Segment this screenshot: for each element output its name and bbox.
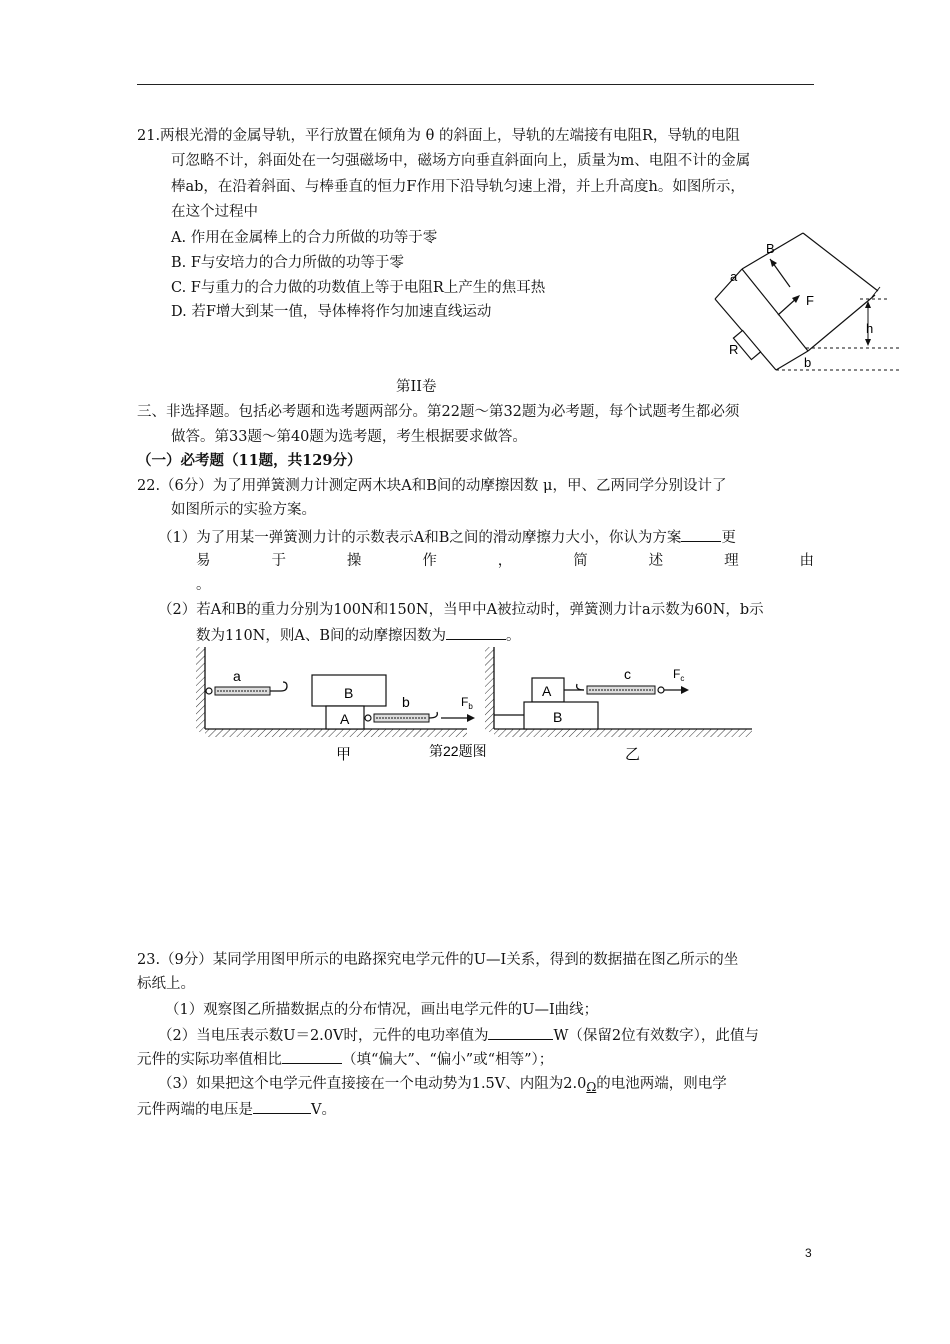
setup-yi	[485, 647, 752, 737]
label-yi: 乙	[625, 746, 641, 763]
required-section-heading: （一）必考题（11题，共129分）	[137, 452, 362, 469]
q22-part1-end: 。	[196, 577, 211, 593]
yi-block-b-label: B	[553, 709, 563, 725]
label-f: F	[806, 293, 814, 308]
page-number: 3	[805, 1246, 812, 1260]
q23-part3-line-1	[158, 1074, 727, 1097]
q21-option-a: A. 作用在金属棒上的合力所做的功等于零	[171, 230, 438, 246]
jia-block-b-label: B	[344, 685, 354, 701]
metal-bar-ab	[742, 269, 808, 351]
q21-option-d: D. 若F增大到某一值，导体棒将作匀加速直线运动	[171, 304, 492, 320]
spread-char: 于	[271, 553, 286, 569]
label-jia: 甲	[336, 746, 352, 763]
q21-option-c: C. F与重力的合力做的功数值上等于电阻R上产生的焦耳热	[171, 280, 546, 296]
q23-voltage-unit: V。	[311, 1102, 336, 1118]
q23-compare-blank[interactable]	[282, 1049, 342, 1064]
spread-char: 易	[196, 553, 211, 569]
rail-left-edge	[715, 269, 742, 299]
q23-part3-tail: 的电池两端，则电学	[596, 1076, 727, 1092]
q22-part2-end: 。	[506, 628, 521, 644]
q22-part1-text: （1）为了用某一弹簧测力计的示数表示A和B之间的滑动摩擦力大小，你认为方案	[158, 530, 682, 546]
spread-char: 简	[573, 553, 588, 569]
figure-caption: 第22题图	[429, 743, 487, 759]
q23-line-2: 标纸上。	[137, 976, 195, 992]
spread-char: 由	[799, 553, 814, 569]
label-h: h	[866, 321, 874, 336]
q23-part2-text: （2）当电压表示数U＝2.0V时，元件的电功率值为	[158, 1028, 489, 1044]
section-title: 第II卷	[396, 379, 437, 395]
jia-spring-a-pivot	[206, 688, 212, 694]
jia-hook-b	[429, 712, 437, 718]
yi-label-f: $F_c$	[673, 667, 685, 683]
yi-hook-c	[577, 684, 584, 690]
rail-front	[808, 295, 875, 351]
label-r: R	[729, 342, 739, 357]
height-arrowhead-down	[865, 339, 871, 346]
jia-force-arrowhead	[467, 714, 475, 722]
q23-compare-options: （填“偏大”、“偏小”或“相等”）；	[342, 1052, 554, 1068]
spread-char: 述	[648, 553, 664, 569]
yi-label-c: c	[624, 666, 631, 682]
label-b-end: b	[804, 355, 812, 370]
q22-part1-line	[158, 527, 736, 548]
q22-part1-tail: 更	[721, 530, 736, 546]
ohm-symbol: Ω	[586, 1080, 597, 1094]
magnetic-field-arrowhead	[770, 259, 777, 267]
setup-jia	[196, 647, 475, 737]
yi-wall-hatch	[485, 647, 494, 732]
yi-block-a-label: A	[542, 683, 552, 699]
header-rule	[137, 84, 814, 85]
q21-line-4: 在这个过程中	[171, 204, 258, 220]
q21-line-1: 21.两根光滑的金属导轨，平行放置在倾角为 θ 的斜面上，导轨的左端接有电阻R，导轨的电阻	[137, 128, 740, 144]
q23-part2-unit: W（保留2位有效数字），此值与	[553, 1028, 759, 1044]
jia-label-a: a	[233, 668, 241, 684]
q23-part3-text: （3）如果把这个电学元件直接接在一个电动势为1.5V、内阻为2.0	[158, 1076, 587, 1092]
q21-rail-figure	[700, 225, 910, 380]
q23-voltage-blank[interactable]	[253, 1099, 311, 1114]
q23-part2-line-1	[158, 1025, 759, 1046]
q23-compare-text: 元件的实际功率值相比	[137, 1052, 282, 1068]
spread-char: 理	[724, 553, 739, 569]
yi-floor-hatch	[494, 729, 752, 737]
jia-wall-hatch	[196, 647, 205, 732]
q23-part3-line-2	[137, 1099, 336, 1120]
q21-line-2: 可忽略不计，斜面处在一匀强磁场中，磁场方向垂直斜面向上，质量为m、电阻不计的金属	[171, 153, 751, 169]
label-a: a	[730, 269, 738, 284]
yi-spring-c-pivot	[658, 687, 664, 693]
spread-char: ，	[497, 553, 513, 569]
q22-part2-text: 数为110N，则A、B间的动摩擦因数为	[196, 628, 446, 644]
rail-right-edge	[803, 233, 878, 291]
q23-part1: （1）观察图乙所描数据点的分布情况，画出电学元件的U—I曲线；	[165, 1002, 599, 1018]
section-intro-2: 做答。第33题～第40题为选考题，考生根据要求做答。	[171, 429, 527, 445]
section-intro-1: 三、非选择题。包括必考题和选考题两部分。第22题～第32题为必考题，每个试题考生都必须	[137, 404, 740, 420]
q22-part1-spread-line	[196, 551, 814, 571]
jia-block-a-label: A	[340, 711, 350, 727]
jia-floor-hatch	[205, 729, 467, 737]
q22-figure	[195, 644, 765, 769]
jia-label-f: $F_b$	[461, 695, 473, 711]
spread-char: 作	[422, 553, 437, 569]
jia-hook-a	[270, 682, 287, 691]
q23-part2-line-2	[137, 1049, 553, 1070]
q22-part2-blank[interactable]	[446, 625, 506, 640]
spread-char: 操	[346, 553, 362, 569]
yi-force-arrowhead	[681, 686, 689, 694]
q23-voltage-text: 元件两端的电压是	[137, 1102, 253, 1118]
q22-part2-line-1: （2）若A和B的重力分别为100N和150N，当甲中A被拉动时，弹簧测力计a示数为60N，b示	[158, 602, 764, 618]
q22-line-1: 22.（6分）为了用弹簧测力计测定两木块A和B间的动摩擦因数 μ，甲、乙两同学分别设计了	[137, 478, 727, 494]
q22-part1-blank[interactable]	[681, 527, 721, 542]
q23-power-blank[interactable]	[488, 1025, 553, 1040]
label-b-field: B	[766, 241, 775, 256]
q23-line-1: 23.（9分）某同学用图甲所示的电路探究电学元件的U—I关系，得到的数据描在图乙所示的坐	[137, 952, 739, 968]
hatch-mark	[872, 287, 880, 297]
q22-line-2: 如图所示的实验方案。	[171, 502, 316, 518]
q21-option-b: B. F与安培力的合力所做的功等于零	[171, 255, 404, 271]
jia-label-b: b	[402, 694, 410, 710]
q22-part2-line-2	[196, 625, 521, 646]
q21-line-3: 棒ab，在沿着斜面、与棒垂直的恒力F作用下沿导轨匀速上滑，并上升高度h。如图所示，	[171, 179, 745, 195]
jia-spring-b-pivot	[365, 715, 371, 721]
